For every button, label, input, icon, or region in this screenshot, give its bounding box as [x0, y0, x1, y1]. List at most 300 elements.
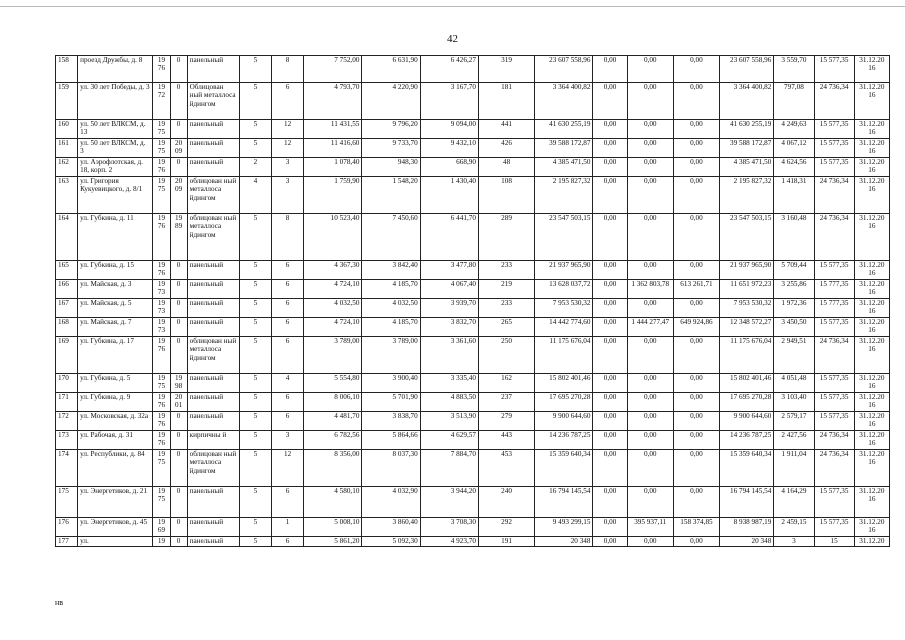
max-cost-per-sqm-cell: 15 577,35	[814, 487, 854, 518]
floors-cell: 5	[239, 139, 271, 158]
cost-owners-cell: 23 547 503,15	[720, 214, 774, 261]
cost-per-sqm-cell: 3	[774, 537, 814, 547]
floors-cell: 2	[239, 158, 271, 177]
floors-cell: 5	[239, 318, 271, 337]
fund-federal-cell: 0,00	[593, 139, 627, 158]
floors-cell: 5	[239, 450, 271, 487]
row-number-cell: 164	[56, 214, 78, 261]
fund-local-cell: 0,00	[673, 83, 719, 120]
build-year-cell: 19 75	[153, 487, 170, 518]
table-row	[56, 158, 890, 177]
total-area-cell: 6 782,56	[304, 431, 362, 450]
living-area-cell: 3 789,00	[362, 337, 420, 374]
private-area-cell: 3 361,60	[420, 337, 478, 374]
cost-owners-cell: 15 802 401,46	[720, 374, 774, 393]
cost-total-cell: 15 802 401,46	[535, 374, 593, 393]
total-area-cell: 10 523,40	[304, 214, 362, 261]
renovation-year-cell: 0	[170, 120, 187, 139]
cost-owners-cell: 16 794 145,54	[720, 487, 774, 518]
address-cell: ул. Губкина, д. 11	[78, 214, 153, 261]
row-number-cell: 163	[56, 177, 78, 214]
total-area-cell: 4 724,10	[304, 280, 362, 299]
wall-material-cell: панельный	[187, 318, 239, 337]
entrances-cell: 4	[272, 374, 304, 393]
table-row	[56, 177, 890, 214]
wall-material-cell: кирпичны й	[187, 431, 239, 450]
deadline-cell: 31.12.20 16	[854, 139, 889, 158]
private-area-cell: 4 629,57	[420, 431, 478, 450]
cost-total-cell: 7 953 530,32	[535, 299, 593, 318]
fund-federal-cell: 0,00	[593, 374, 627, 393]
fund-regional-cell: 395 937,11	[627, 518, 673, 537]
build-year-cell: 19 73	[153, 280, 170, 299]
total-area-cell: 4 481,70	[304, 412, 362, 431]
private-area-cell: 1 430,40	[420, 177, 478, 214]
address-cell: ул. Майская, д. 7	[78, 318, 153, 337]
deadline-cell: 31.12.20 16	[854, 487, 889, 518]
table-row	[56, 139, 890, 158]
living-area-cell: 4 032,90	[362, 487, 420, 518]
address-cell: проезд Дружбы, д. 8	[78, 56, 153, 83]
cost-per-sqm-cell: 3 450,50	[774, 318, 814, 337]
fund-regional-cell: 0,00	[627, 139, 673, 158]
table-row	[56, 450, 890, 487]
cost-total-cell: 3 364 400,82	[535, 83, 593, 120]
row-number-cell: 173	[56, 431, 78, 450]
renovation-year-cell: 19 98	[170, 374, 187, 393]
build-year-cell: 19 75	[153, 120, 170, 139]
fund-local-cell: 613 261,71	[673, 280, 719, 299]
fund-federal-cell: 0,00	[593, 261, 627, 280]
private-area-cell: 9 094,00	[420, 120, 478, 139]
floors-cell: 5	[239, 412, 271, 431]
renovation-year-cell: 0	[170, 412, 187, 431]
fund-federal-cell: 0,00	[593, 431, 627, 450]
cost-total-cell: 20 348	[535, 537, 593, 547]
wall-material-cell: панельный	[187, 487, 239, 518]
total-area-cell: 4 724,10	[304, 318, 362, 337]
fund-federal-cell: 0,00	[593, 487, 627, 518]
cost-per-sqm-cell: 4 249,63	[774, 120, 814, 139]
table-row	[56, 280, 890, 299]
cost-total-cell: 39 588 172,87	[535, 139, 593, 158]
address-cell: ул. Энергетиков, д. 21	[78, 487, 153, 518]
floors-cell: 5	[239, 120, 271, 139]
max-cost-per-sqm-cell: 15 577,35	[814, 412, 854, 431]
table-row	[56, 374, 890, 393]
total-area-cell: 3 789,00	[304, 337, 362, 374]
cost-per-sqm-cell: 2 949,51	[774, 337, 814, 374]
fund-regional-cell: 1 444 277,47	[627, 318, 673, 337]
cost-total-cell: 41 630 255,19	[535, 120, 593, 139]
fund-federal-cell: 0,00	[593, 393, 627, 412]
cost-owners-cell: 8 938 987,19	[720, 518, 774, 537]
total-area-cell: 5 008,10	[304, 518, 362, 537]
fund-regional-cell: 0,00	[627, 120, 673, 139]
cost-per-sqm-cell: 1 911,04	[774, 450, 814, 487]
fund-regional-cell: 0,00	[627, 374, 673, 393]
living-area-cell: 8 037,30	[362, 450, 420, 487]
wall-material-cell: панельный	[187, 120, 239, 139]
entrances-cell: 6	[272, 412, 304, 431]
table-row	[56, 412, 890, 431]
floors-cell: 5	[239, 214, 271, 261]
deadline-cell: 31.12.20 16	[854, 120, 889, 139]
total-area-cell: 4 367,30	[304, 261, 362, 280]
total-area-cell: 1 078,40	[304, 158, 362, 177]
cost-total-cell: 11 175 676,04	[535, 337, 593, 374]
fund-local-cell: 0,00	[673, 337, 719, 374]
row-number-cell: 170	[56, 374, 78, 393]
row-number-cell: 158	[56, 56, 78, 83]
cost-per-sqm-cell: 1 418,31	[774, 177, 814, 214]
build-year-cell: 19 73	[153, 299, 170, 318]
build-year-cell: 19 76	[153, 261, 170, 280]
living-area-cell: 4 185,70	[362, 280, 420, 299]
row-number-cell: 171	[56, 393, 78, 412]
max-cost-per-sqm-cell: 15 577,35	[814, 318, 854, 337]
floors-cell: 5	[239, 56, 271, 83]
max-cost-per-sqm-cell: 15 577,35	[814, 261, 854, 280]
private-area-cell: 4 883,50	[420, 393, 478, 412]
build-year-cell: 19 76	[153, 393, 170, 412]
fund-regional-cell: 0,00	[627, 337, 673, 374]
build-year-cell: 19 76	[153, 431, 170, 450]
table-row	[56, 56, 890, 83]
floors-cell: 5	[239, 374, 271, 393]
cost-total-cell: 23 607 558,96	[535, 56, 593, 83]
entrances-cell: 3	[272, 177, 304, 214]
residents-cell: 162	[478, 374, 534, 393]
wall-material-cell: панельный	[187, 393, 239, 412]
build-year-cell: 19 76	[153, 412, 170, 431]
residents-cell: 108	[478, 177, 534, 214]
address-cell: ул. Григория Кукуевицкого, д. 8/1	[78, 177, 153, 214]
fund-local-cell: 649 924,86	[673, 318, 719, 337]
fund-regional-cell: 0,00	[627, 412, 673, 431]
row-number-cell: 177	[56, 537, 78, 547]
cost-total-cell: 9 900 644,60	[535, 412, 593, 431]
cost-per-sqm-cell: 797,08	[774, 83, 814, 120]
entrances-cell: 6	[272, 83, 304, 120]
fund-local-cell: 0,00	[673, 177, 719, 214]
living-area-cell: 3 842,40	[362, 261, 420, 280]
housing-table	[55, 55, 890, 547]
fund-local-cell: 0,00	[673, 537, 719, 547]
living-area-cell: 6 631,90	[362, 56, 420, 83]
cost-owners-cell: 3 364 400,82	[720, 83, 774, 120]
table-body	[56, 56, 890, 547]
wall-material-cell: облицован ный металлоса йдингом	[187, 337, 239, 374]
wall-material-cell: панельный	[187, 537, 239, 547]
cost-owners-cell: 7 953 530,32	[720, 299, 774, 318]
cost-owners-cell: 11 651 972,23	[720, 280, 774, 299]
deadline-cell: 31.12.20 16	[854, 393, 889, 412]
address-cell: ул. Аэрофлотская, д. 18, корп. 2	[78, 158, 153, 177]
build-year-cell: 19 73	[153, 318, 170, 337]
private-area-cell: 3 944,20	[420, 487, 478, 518]
build-year-cell: 19 69	[153, 518, 170, 537]
deadline-cell: 31.12.20 16	[854, 214, 889, 261]
private-area-cell: 9 432,10	[420, 139, 478, 158]
address-cell: ул. Губкина, д. 5	[78, 374, 153, 393]
max-cost-per-sqm-cell: 15 577,35	[814, 374, 854, 393]
fund-local-cell: 158 374,85	[673, 518, 719, 537]
residents-cell: 265	[478, 318, 534, 337]
renovation-year-cell: 20 01	[170, 393, 187, 412]
total-area-cell: 5 861,20	[304, 537, 362, 547]
floors-cell: 5	[239, 518, 271, 537]
cost-owners-cell: 17 695 270,28	[720, 393, 774, 412]
residents-cell: 191	[478, 537, 534, 547]
cost-owners-cell: 14 236 787,25	[720, 431, 774, 450]
residents-cell: 237	[478, 393, 534, 412]
total-area-cell: 11 416,60	[304, 139, 362, 158]
row-number-cell: 169	[56, 337, 78, 374]
max-cost-per-sqm-cell: 15 577,35	[814, 158, 854, 177]
cost-per-sqm-cell: 2 459,15	[774, 518, 814, 537]
address-cell: ул. Губкина, д. 17	[78, 337, 153, 374]
wall-material-cell: облицован ный металлоса йдингом	[187, 214, 239, 261]
fund-regional-cell: 0,00	[627, 214, 673, 261]
living-area-cell: 9 733,70	[362, 139, 420, 158]
living-area-cell: 4 185,70	[362, 318, 420, 337]
total-area-cell: 8 356,00	[304, 450, 362, 487]
cost-per-sqm-cell: 3 103,40	[774, 393, 814, 412]
residents-cell: 319	[478, 56, 534, 83]
cost-per-sqm-cell: 4 051,48	[774, 374, 814, 393]
address-cell: ул. Рабочая, д. 31	[78, 431, 153, 450]
row-number-cell: 175	[56, 487, 78, 518]
living-area-cell: 3 860,40	[362, 518, 420, 537]
build-year-cell: 19 75	[153, 139, 170, 158]
cost-owners-cell: 9 900 644,60	[720, 412, 774, 431]
total-area-cell: 1 759,90	[304, 177, 362, 214]
cost-total-cell: 14 236 787,25	[535, 431, 593, 450]
deadline-cell: 31.12.20 16	[854, 431, 889, 450]
fund-federal-cell: 0,00	[593, 518, 627, 537]
entrances-cell: 8	[272, 214, 304, 261]
living-area-cell: 9 796,20	[362, 120, 420, 139]
max-cost-per-sqm-cell: 24 736,34	[814, 431, 854, 450]
table-row	[56, 487, 890, 518]
residents-cell: 292	[478, 518, 534, 537]
fund-regional-cell: 0,00	[627, 299, 673, 318]
address-cell: ул. Майская, д. 5	[78, 299, 153, 318]
renovation-year-cell: 0	[170, 158, 187, 177]
fund-local-cell: 0,00	[673, 120, 719, 139]
living-area-cell: 5 092,30	[362, 537, 420, 547]
renovation-year-cell: 0	[170, 537, 187, 547]
max-cost-per-sqm-cell: 15 577,35	[814, 56, 854, 83]
table-row	[56, 83, 890, 120]
cost-total-cell: 21 937 965,90	[535, 261, 593, 280]
private-area-cell: 3 832,70	[420, 318, 478, 337]
fund-regional-cell: 0,00	[627, 393, 673, 412]
cost-owners-cell: 23 607 558,96	[720, 56, 774, 83]
row-number-cell: 160	[56, 120, 78, 139]
cost-total-cell: 23 547 503,15	[535, 214, 593, 261]
total-area-cell: 8 006,10	[304, 393, 362, 412]
renovation-year-cell: 0	[170, 299, 187, 318]
max-cost-per-sqm-cell: 15 577,35	[814, 139, 854, 158]
deadline-cell: 31.12.20 16	[854, 450, 889, 487]
cost-total-cell: 15 359 640,34	[535, 450, 593, 487]
entrances-cell: 3	[272, 158, 304, 177]
cost-per-sqm-cell: 4 164,29	[774, 487, 814, 518]
cost-per-sqm-cell: 1 972,36	[774, 299, 814, 318]
row-number-cell: 162	[56, 158, 78, 177]
total-area-cell: 7 752,00	[304, 56, 362, 83]
table-row	[56, 318, 890, 337]
max-cost-per-sqm-cell: 15	[814, 537, 854, 547]
entrances-cell: 6	[272, 537, 304, 547]
cost-total-cell: 2 195 827,32	[535, 177, 593, 214]
wall-material-cell: панельный	[187, 374, 239, 393]
max-cost-per-sqm-cell: 15 577,35	[814, 393, 854, 412]
max-cost-per-sqm-cell: 15 577,35	[814, 120, 854, 139]
cost-owners-cell: 20 348	[720, 537, 774, 547]
row-number-cell: 161	[56, 139, 78, 158]
fund-federal-cell: 0,00	[593, 537, 627, 547]
wall-material-cell: панельный	[187, 280, 239, 299]
fund-federal-cell: 0,00	[593, 158, 627, 177]
row-number-cell: 159	[56, 83, 78, 120]
deadline-cell: 31.12.20 16	[854, 518, 889, 537]
residents-cell: 289	[478, 214, 534, 261]
residents-cell: 48	[478, 158, 534, 177]
build-year-cell: 19 75	[153, 450, 170, 487]
fund-federal-cell: 0,00	[593, 177, 627, 214]
wall-material-cell: панельный	[187, 518, 239, 537]
entrances-cell: 6	[272, 318, 304, 337]
deadline-cell: 31.12.20 16	[854, 337, 889, 374]
table-row	[56, 214, 890, 261]
fund-local-cell: 0,00	[673, 56, 719, 83]
address-cell: ул. 30 лет Победы, д. 3	[78, 83, 153, 120]
address-cell: ул. 50 лет ВЛКСМ, д. 3	[78, 139, 153, 158]
fund-federal-cell: 0,00	[593, 56, 627, 83]
cost-per-sqm-cell: 3 559,70	[774, 56, 814, 83]
row-number-cell: 166	[56, 280, 78, 299]
address-cell: ул. Энергетиков, д. 45	[78, 518, 153, 537]
fund-regional-cell: 0,00	[627, 261, 673, 280]
entrances-cell: 12	[272, 120, 304, 139]
deadline-cell: 31.12.20 16	[854, 412, 889, 431]
residents-cell: 240	[478, 487, 534, 518]
entrances-cell: 6	[272, 393, 304, 412]
table-row	[56, 431, 890, 450]
renovation-year-cell: 20 09	[170, 177, 187, 214]
total-area-cell: 5 554,80	[304, 374, 362, 393]
fund-local-cell: 0,00	[673, 393, 719, 412]
floors-cell: 5	[239, 337, 271, 374]
cost-owners-cell: 11 175 676,04	[720, 337, 774, 374]
private-area-cell: 7 884,70	[420, 450, 478, 487]
living-area-cell: 1 548,20	[362, 177, 420, 214]
entrances-cell: 1	[272, 518, 304, 537]
residents-cell: 181	[478, 83, 534, 120]
fund-federal-cell: 0,00	[593, 280, 627, 299]
wall-material-cell: панельный	[187, 299, 239, 318]
private-area-cell: 3 708,30	[420, 518, 478, 537]
fund-local-cell: 0,00	[673, 139, 719, 158]
living-area-cell: 3 900,40	[362, 374, 420, 393]
total-area-cell: 4 580,10	[304, 487, 362, 518]
renovation-year-cell: 0	[170, 487, 187, 518]
residents-cell: 443	[478, 431, 534, 450]
floors-cell: 5	[239, 83, 271, 120]
floors-cell: 4	[239, 177, 271, 214]
address-cell: ул. Майская, д. 3	[78, 280, 153, 299]
entrances-cell: 6	[272, 280, 304, 299]
build-year-cell: 19 76	[153, 337, 170, 374]
build-year-cell: 19 75	[153, 374, 170, 393]
private-area-cell: 6 441,70	[420, 214, 478, 261]
address-cell: ул. Губкина, д. 9	[78, 393, 153, 412]
build-year-cell: 19 75	[153, 177, 170, 214]
renovation-year-cell: 0	[170, 450, 187, 487]
scan-edge	[0, 6, 905, 7]
total-area-cell: 4 793,70	[304, 83, 362, 120]
wall-material-cell: панельный	[187, 412, 239, 431]
fund-regional-cell: 0,00	[627, 431, 673, 450]
living-area-cell: 5 701,90	[362, 393, 420, 412]
cost-per-sqm-cell: 4 067,12	[774, 139, 814, 158]
wall-material-cell: панельный	[187, 139, 239, 158]
cost-owners-cell: 4 385 471,50	[720, 158, 774, 177]
cost-per-sqm-cell: 3 160,48	[774, 214, 814, 261]
entrances-cell: 6	[272, 299, 304, 318]
address-cell: ул. Московская, д. 32а	[78, 412, 153, 431]
entrances-cell: 6	[272, 337, 304, 374]
address-cell: ул. Губкина, д. 15	[78, 261, 153, 280]
living-area-cell: 4 032,50	[362, 299, 420, 318]
living-area-cell: 948,30	[362, 158, 420, 177]
renovation-year-cell: 0	[170, 280, 187, 299]
private-area-cell: 4 067,40	[420, 280, 478, 299]
renovation-year-cell: 0	[170, 56, 187, 83]
renovation-year-cell: 0	[170, 431, 187, 450]
living-area-cell: 3 838,70	[362, 412, 420, 431]
residents-cell: 233	[478, 299, 534, 318]
table-row	[56, 120, 890, 139]
cost-per-sqm-cell: 5 709,44	[774, 261, 814, 280]
private-area-cell: 3 167,70	[420, 83, 478, 120]
fund-federal-cell: 0,00	[593, 412, 627, 431]
fund-regional-cell: 0,00	[627, 487, 673, 518]
renovation-year-cell: 0	[170, 337, 187, 374]
private-area-cell: 3 513,90	[420, 412, 478, 431]
entrances-cell: 3	[272, 431, 304, 450]
build-year-cell: 19 76	[153, 56, 170, 83]
page-number: 42	[447, 33, 458, 45]
residents-cell: 219	[478, 280, 534, 299]
wall-material-cell: панельный	[187, 56, 239, 83]
deadline-cell: 31.12.20 16	[854, 83, 889, 120]
fund-federal-cell: 0,00	[593, 83, 627, 120]
renovation-year-cell: 20 09	[170, 139, 187, 158]
renovation-year-cell: 0	[170, 261, 187, 280]
floors-cell: 5	[239, 280, 271, 299]
table-row	[56, 299, 890, 318]
row-number-cell: 176	[56, 518, 78, 537]
cost-total-cell: 9 493 299,15	[535, 518, 593, 537]
wall-material-cell: панельный	[187, 261, 239, 280]
fund-local-cell: 0,00	[673, 487, 719, 518]
cost-owners-cell: 39 588 172,87	[720, 139, 774, 158]
cost-total-cell: 13 628 037,72	[535, 280, 593, 299]
